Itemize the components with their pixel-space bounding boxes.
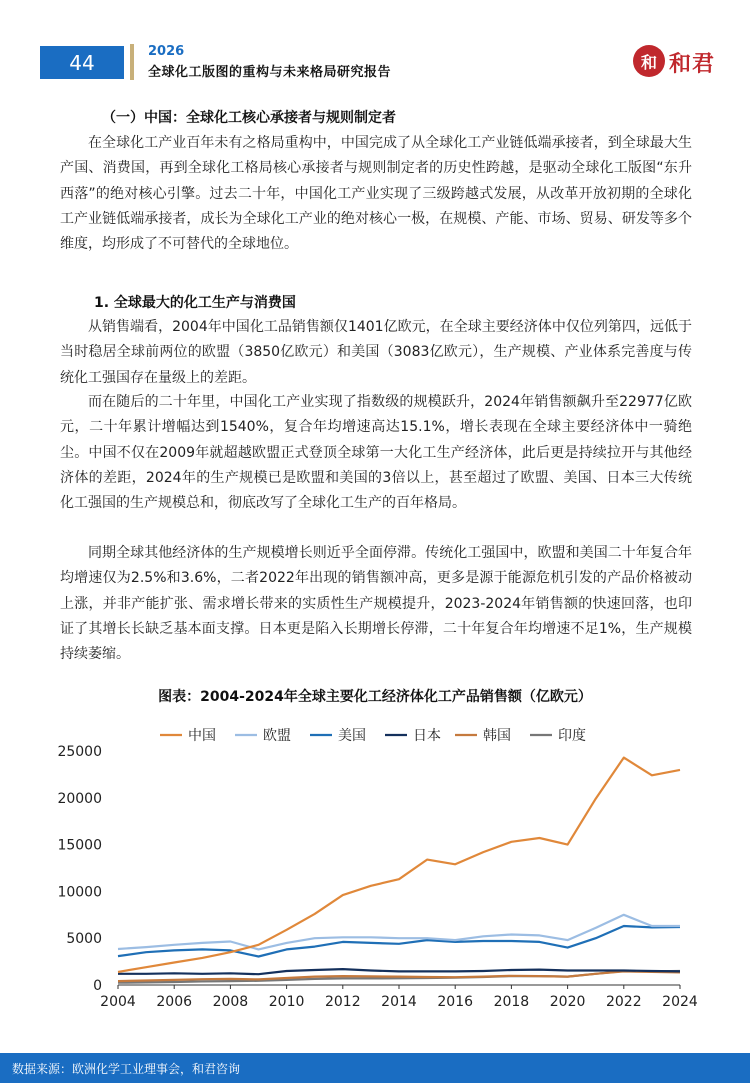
legend-label: 欧盟 [263,728,291,744]
x-tick-label: 2008 [212,994,249,1010]
x-tick-label: 2004 [100,994,136,1010]
x-tick-label: 2012 [324,994,361,1010]
x-tick-label: 2022 [605,994,642,1010]
y-tick-label: 5000 [66,931,102,948]
paragraph-3: 同期全球其他经济体的生产规模增长则近乎全面停滞。传统化工强国中，欧盟和美国二十年复合年均增速仅为2.5%和3.6%，二者2022年出现的销售额冲高，更多是源于能源危机引发的产品价格被动上涨，并非产能扩张、需求增长带来的实质性生产规模提升，2023-2024年销售额的快速回落，也印证了其增长长缺乏基本面支撑。日本更是陷入长期增长停滞，二十年复合年均增速不足1%，生产规模持续萎缩。 [60,545,692,663]
logo-text: 和君 [669,52,716,77]
legend-label: 中国 [188,728,216,744]
legend-label: 印度 [558,728,586,744]
x-tick-label: 2018 [493,994,530,1010]
section-heading: （一）中国：全球化工核心承接者与规则制定者 [102,110,396,126]
x-tick-label: 2024 [662,994,698,1010]
intro-paragraph: 在全球化工产业百年未有之格局重构中，中国完成了从全球化工产业链低端承接者，到全球最大生产国、消费国，再到全球化工格局核心承接者与规则制定者的历史性跨越，是驱动全球化工版图“东升西落”的绝对核心引擎。过去二十年，中国化工产业实现了三级跨越式发展，从改革开放初期的全球化工产业链低端承接者，成长为全球化工产业的绝对核心一极，在规模、产能、市场、贸易、研发等多个维度，均形成了不可替代的全球地位。 [60,135,692,253]
series-line-中国 [118,758,680,972]
y-tick-label: 10000 [57,884,102,901]
header-divider [130,44,134,80]
paragraph-1: 从销售端看，2004年中国化工品销售额仅1401亿欧元，在全球主要经济体中仅位列第四，远低于当时稳居全球前两位的欧盟（3850亿欧元）和美国（3083亿欧元），生产规模、产业体系完善度与传统化工强国存在量级上的差距。 [60,319,692,386]
y-tick-label: 0 [93,978,102,994]
x-tick-label: 2016 [437,994,474,1010]
sales-line-chart [0,718,750,1018]
company-logo [633,45,723,79]
footer-source: 数据来源：欧洲化学工业理事会，和君咨询 [12,1062,241,1076]
paragraph-2: 而在随后的二十年里，中国化工产业实现了指数级的规模跃升，2024年销售额飙升至22977亿欧元，二十年累计增幅达到1540%，复合年均增速高达15.1%，增长表现在全球主要经济体中一骑绝尘。中国不仅在2009年就超越欧盟正式登顶全球第一大化工生产经济体，此后更是持续拉开与其他经济体的差距，2024年的生产规模已是欧盟和美国的3倍以上，甚至超过了欧盟、美国、日本三大传统化工强国的生产规模总和，彻底改写了全球化工生产的百年格局。 [60,394,692,512]
x-tick-label: 2014 [381,994,417,1010]
x-tick-label: 2006 [156,994,193,1010]
y-tick-label: 25000 [57,744,102,760]
legend-label: 韩国 [483,728,511,744]
header-year: 2026 [148,44,185,59]
footer-bar [0,1053,750,1083]
legend-label: 美国 [338,728,366,744]
logo-seal-icon: 和 [633,45,665,77]
chart-title: 图表：2004-2024年全球主要化工经济体化工产品销售额（亿欧元） [158,689,592,705]
y-tick-label: 15000 [57,837,102,854]
page-number: 44 [40,46,124,79]
x-tick-label: 2020 [549,994,586,1010]
report-title: 全球化工版图的重构与未来格局研究报告 [148,65,392,80]
x-tick-label: 2010 [268,994,305,1010]
series-line-美国 [118,926,680,957]
legend-label: 日本 [413,728,441,744]
y-tick-label: 20000 [57,790,102,807]
subsection-heading: 1. 全球最大的化工生产与消费国 [94,295,296,311]
